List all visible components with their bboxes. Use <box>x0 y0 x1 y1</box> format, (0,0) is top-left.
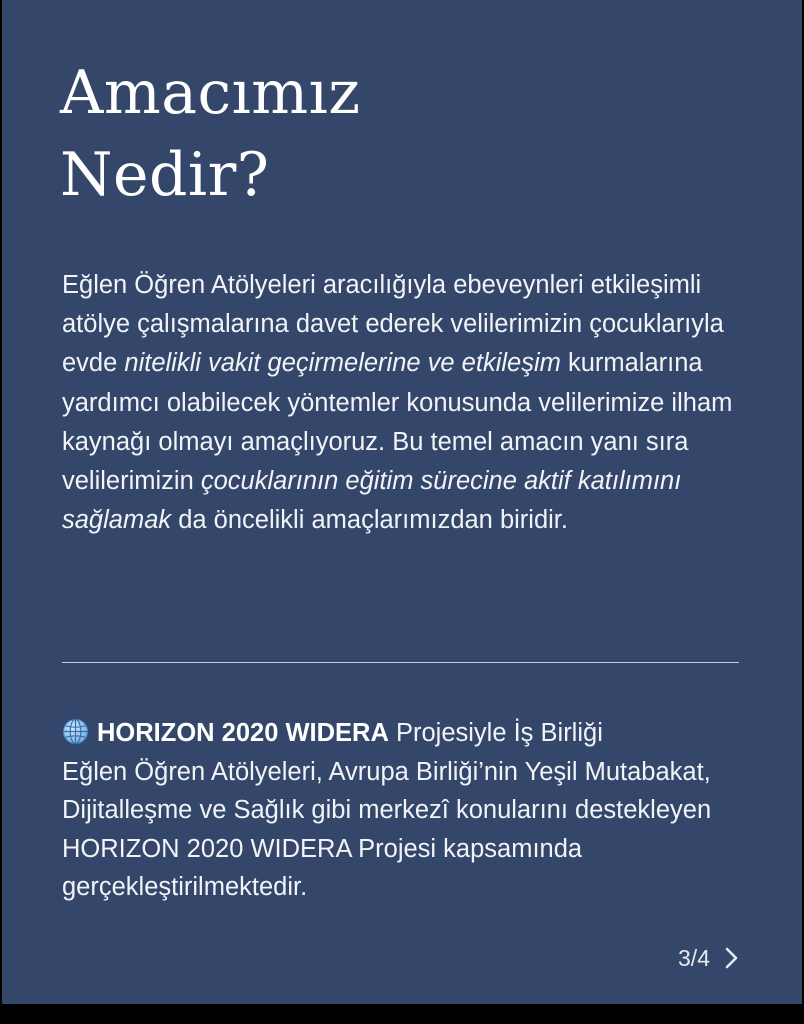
purpose-text-3: da öncelikli amaçlarımızdan biridir. <box>171 506 568 535</box>
section-divider <box>62 662 739 663</box>
project-title: HORIZON 2020 WIDERA <box>97 719 389 747</box>
page-indicator: 3/4 <box>678 944 710 971</box>
purpose-paragraph <box>62 266 762 540</box>
title-line-1: Amacımız <box>60 58 361 128</box>
project-paragraph <box>62 714 762 907</box>
title-line-2: Nedir? <box>60 140 270 210</box>
project-description: Eğlen Öğren Atölyeleri, Avrupa Birliği’nin Yeşil Mutabakat, Dijitalleşme ve Sağlık gibi merkezî konularını destekleyen HORIZON 2020 WIDERA Projesi kapsamında gerçekleştirilmektedir. <box>62 757 712 901</box>
purpose-emphasis-1: nitelikli vakit geçirmelerine ve etkileşim <box>124 349 561 378</box>
purpose-emphasis-2: çocuklarının eğitim sürecine aktif katılımını sağlamak <box>62 467 682 535</box>
chevron-right-icon[interactable] <box>722 944 742 972</box>
story-card <box>2 0 802 1004</box>
purpose-text-1: Eğlen Öğren Atölyeleri aracılığıyla ebeveynleri etkileşimli atölye çalışmalarına davet ederek velilerimizin çocuklarıyla evde <box>62 271 724 378</box>
project-heading-rest: Projesiyle İş Birliği <box>388 719 603 747</box>
purpose-text-2: kurmalarına yardımcı olabilecek yöntemler konusunda velilerimize ilham kaynağı olmayı amaçlıyoruz. Bu temel amacın yanı sıra velilerimizin <box>62 349 733 496</box>
page-title <box>60 52 360 216</box>
pager <box>678 944 742 972</box>
globe-icon <box>62 718 89 745</box>
